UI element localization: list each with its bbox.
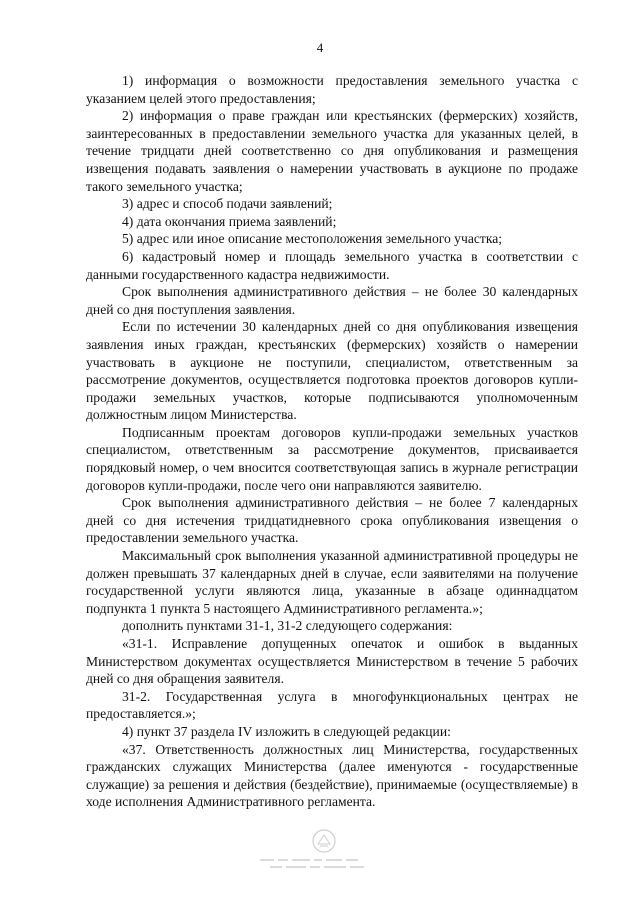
- paragraph-13: «31-1. Исправление допущенных опечаток и ошибок в выданных Министерством документах осуществляется Министерством в течение 5 рабочих дней со дня обращения заявителя.: [86, 636, 578, 687]
- paragraph-4: 4) дата окончания приема заявлений;: [122, 213, 337, 229]
- paragraph-11: Максимальный срок выполнения указанной административной процедуры не должен превышать 37 календарных дней в случае, если заявителями на получение государственной услуги являются лица, указанные в абзаце одиннадцатом подпункта 1 пункта 5 настоящего Административного регламента.»;: [86, 548, 578, 616]
- faint-stamp-watermark: [240, 856, 410, 872]
- paragraph-10: Срок выполнения административного действия – не более 7 календарных дней со дня истечения тридцатидневного срока опубликования извещения о предоставлении земельного участка.: [86, 495, 578, 546]
- paragraph-16: «37. Ответственность должностных лиц Министерства, государственных гражданских служащих Министерства (далее именуются - государственные служащие) за решения и действия (бездействие), принимаемые (осуществляемые) в ходе исполнения Административного регламента.: [86, 741, 578, 810]
- paragraph-9: Подписанным проектам договоров купли-продажи земельных участков специалистом, ответственным за рассмотрение документов, присваивается порядковый номер, о чем вносится соответствующая запись в журнале регистрации договоров купли-продажи, после чего они направляются заявителю.: [86, 424, 578, 493]
- paragraph-3: 3) адрес и способ подачи заявлений;: [122, 196, 333, 212]
- page-number: 4: [316, 40, 324, 55]
- paragraph-12: дополнить пунктами 31-1, 31-2 следующего содержания:: [122, 618, 453, 634]
- paragraph-8: Если по истечении 30 календарных дней со дня опубликования извещения заявления иных граждан, крестьянских (фермерских) хозяйств о намерении участвовать в аукционе не поступили, специалистом, ответственным за рассмотрение документов, осуществляется подготовка проектов договоров купли-продажи земельных участков, которые подписываются уполномоченным должностным лицом Министерства.: [86, 319, 578, 423]
- paragraph-7: Срок выполнения административного действия – не более 30 календарных дней со дня поступления заявления.: [86, 284, 578, 317]
- paragraph-5: 5) адрес или иное описание местоположения земельного участка;: [122, 231, 503, 247]
- paragraph-15: 4) пункт 37 раздела IV изложить в следующей редакции:: [122, 723, 451, 739]
- paragraph-14: 31-2. Государственная услуга в многофункциональных центрах не предоставляется.»;: [86, 688, 578, 722]
- paragraph-6: 6) кадастровый номер и площадь земельного участка в соответствии с данными государственного кадастра недвижимости.: [86, 248, 578, 282]
- seal-watermark-icon: [311, 828, 337, 854]
- document-body: [86, 72, 578, 811]
- paragraph-2: 2) информация о праве граждан или крестьянских (фермерских) хозяйств, заинтересованных в предоставлении земельного участка для указанных целей, в течение тридцати дней соответственно со дня опубликования и размещения извещения подавать заявления о намерении участвовать в аукционе по продаже такого земельного участка;: [86, 108, 578, 194]
- paragraph-1: 1) информация о возможности предоставления земельного участка с указанием целей этого предоставления;: [86, 73, 578, 106]
